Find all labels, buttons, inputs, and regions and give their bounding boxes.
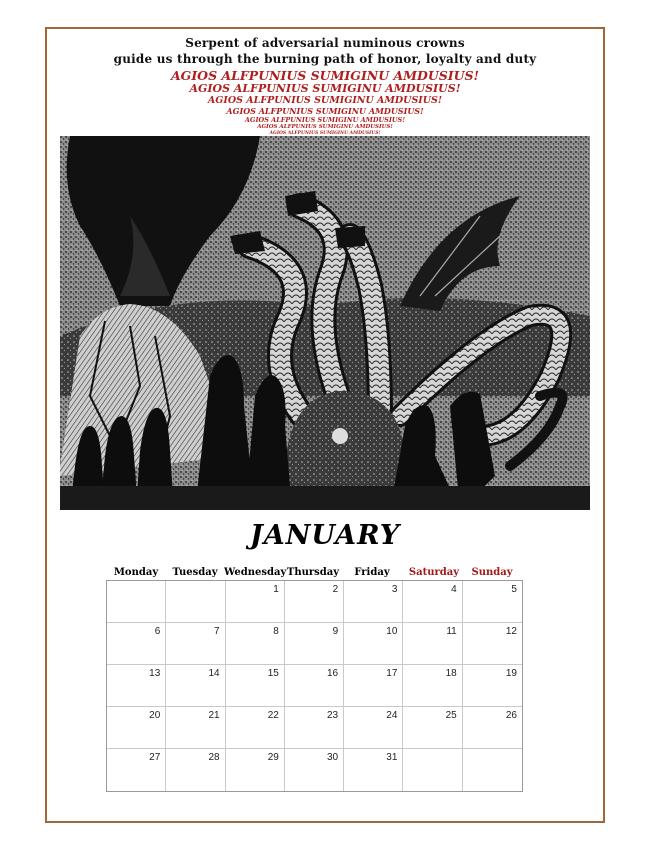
calendar-day-cell: 15 — [226, 665, 285, 707]
weekday-thursday: Thursday — [286, 567, 340, 578]
chant-line: AGIOS ALFPUNIUS SUMIGINU AMDUSIUS! — [170, 68, 480, 83]
calendar-day-cell: 1 — [226, 581, 285, 623]
calendar-day-cell: 19 — [463, 665, 522, 707]
header-line-1: Serpent of adversarial numinous crowns — [185, 36, 465, 50]
calendar-day-cell — [463, 749, 522, 791]
weekday-wednesday: Wednesday — [224, 567, 287, 578]
calendar-day-cell: 27 — [107, 749, 166, 791]
weekday-friday: Friday — [354, 567, 390, 578]
calendar-day-cell: 20 — [107, 707, 166, 749]
calendar-day-cell: 8 — [226, 623, 285, 665]
calendar-day-cell: 30 — [285, 749, 344, 791]
calendar-day-cell: 25 — [403, 707, 462, 749]
calendar-day-cell: 22 — [226, 707, 285, 749]
calendar-day-cell: 9 — [285, 623, 344, 665]
month-title: JANUARY — [250, 520, 400, 551]
calendar-day-cell: 16 — [285, 665, 344, 707]
calendar-day-cell: 17 — [344, 665, 403, 707]
weekday-monday: Monday — [113, 567, 159, 578]
calendar-day-cell: 29 — [226, 749, 285, 791]
calendar-day-cell: 31 — [344, 749, 403, 791]
chant-line: AGIOS ALFPUNIUS SUMIGINU AMDUSIUS! — [257, 124, 393, 130]
calendar-day-cell: 10 — [344, 623, 403, 665]
calendar-day-cell: 6 — [107, 623, 166, 665]
calendar-day-cell: 26 — [463, 707, 522, 749]
calendar-day-cell: 23 — [285, 707, 344, 749]
chant-line: AGIOS ALFPUNIUS SUMIGINU AMDUSIUS! — [189, 82, 461, 95]
calendar-day-cell: 11 — [403, 623, 462, 665]
calendar-day-cell: 3 — [344, 581, 403, 623]
hydra-illustration — [60, 136, 590, 510]
calendar-day-cell — [403, 749, 462, 791]
weekday-sunday: Sunday — [471, 567, 513, 578]
chant-line: AGIOS ALFPUNIUS SUMIGINU AMDUSIUS! — [269, 131, 381, 136]
weekday-tuesday: Tuesday — [172, 567, 218, 578]
calendar-day-cell: 12 — [463, 623, 522, 665]
calendar-day-cell: 24 — [344, 707, 403, 749]
calendar-day-cell — [166, 581, 225, 623]
calendar-day-cell: 2 — [285, 581, 344, 623]
weekday-header — [106, 567, 523, 581]
calendar-day-cell: 28 — [166, 749, 225, 791]
chant-line: AGIOS ALFPUNIUS SUMIGINU AMDUSIUS! — [244, 116, 406, 124]
calendar-grid — [106, 580, 523, 792]
weekday-saturday: Saturday — [408, 567, 460, 578]
calendar-day-cell — [107, 581, 166, 623]
calendar-day-cell: 7 — [166, 623, 225, 665]
calendar-day-cell: 21 — [166, 707, 225, 749]
calendar-day-cell: 5 — [463, 581, 522, 623]
calendar-day-cell: 14 — [166, 665, 225, 707]
calendar-day-cell: 4 — [403, 581, 462, 623]
chant-line: AGIOS ALFPUNIUS SUMIGINU AMDUSIUS! — [207, 95, 443, 106]
calendar-day-cell: 13 — [107, 665, 166, 707]
header-line-2: guide us through the burning path of honor, loyalty and duty — [113, 52, 537, 66]
calendar-day-cell: 18 — [403, 665, 462, 707]
chant-line: AGIOS ALFPUNIUS SUMIGINU AMDUSIUS! — [226, 106, 424, 116]
